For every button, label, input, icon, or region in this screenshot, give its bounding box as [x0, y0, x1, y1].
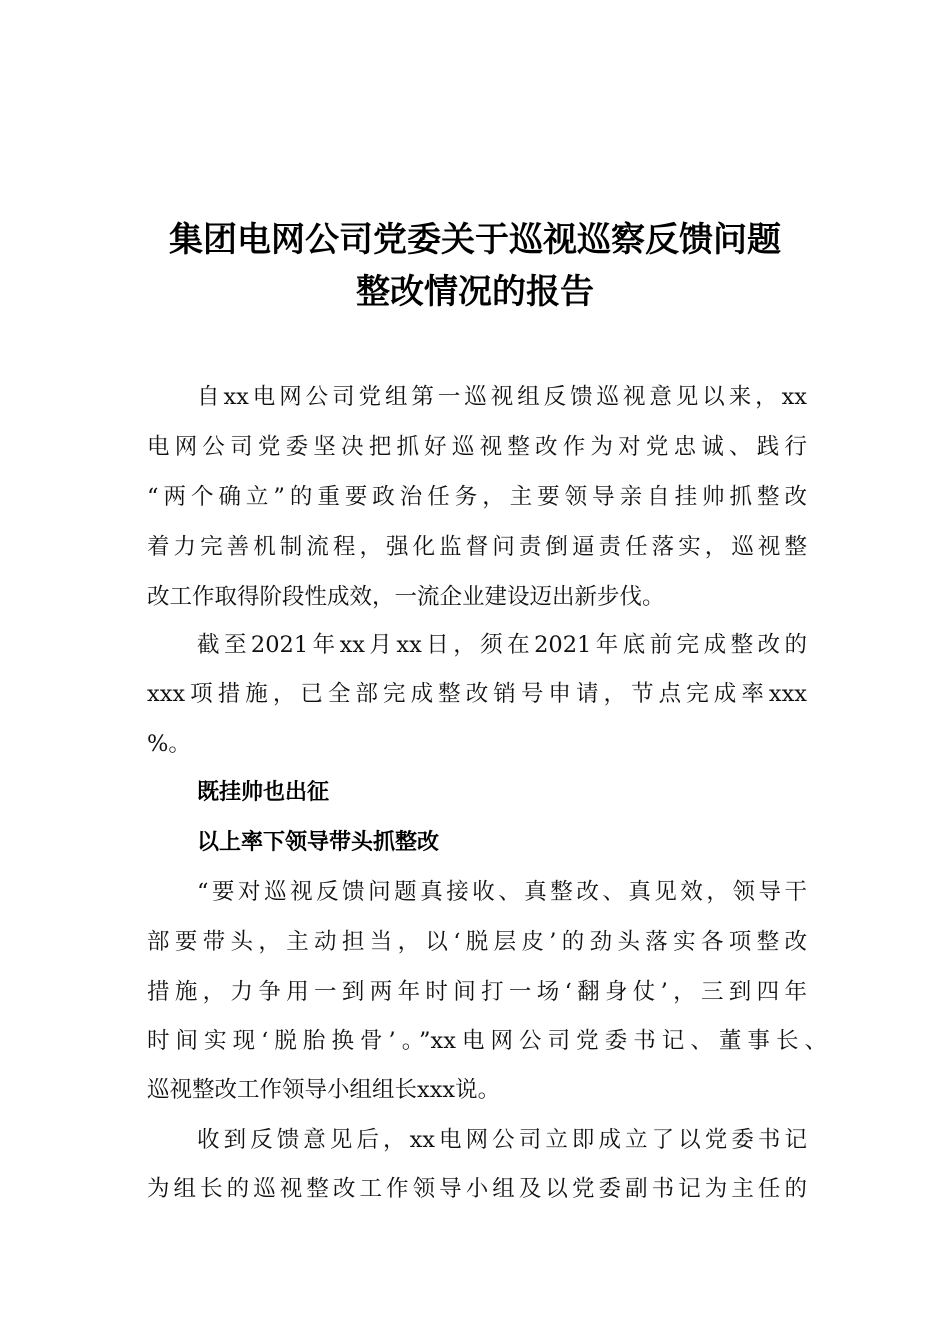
- paragraph-4-line-2: 为组长的巡视整改工作领导小组及以党委副书记为主任的: [147, 1176, 807, 1202]
- paragraph-1-line-1: 自xx电网公司党组第一巡视组反馈巡视意见以来，xx: [197, 384, 807, 410]
- paragraph-3-line-1: “要对巡视反馈问题真接收、真整改、真见效，领导干: [197, 879, 807, 905]
- paragraph-2-line-3: %。: [147, 731, 191, 757]
- paragraph-1-line-2: 电网公司党委坚决把抓好巡视整改作为对党忠诚、践行: [147, 434, 807, 460]
- paragraph-1-line-4: 着力完善机制流程，强化监督问责倒逼责任落实，巡视整: [147, 534, 807, 560]
- paragraph-3-line-2: 部要带头，主动担当，以‘脱层皮’的劲头落实各项整改: [147, 929, 807, 955]
- paragraph-1-line-3: “两个确立”的重要政治任务，主要领导亲自挂帅抓整改: [147, 484, 807, 510]
- paragraph-3-line-4: 时间实现‘脱胎换骨’。”xx电网公司党委书记、董事长、: [147, 1028, 827, 1054]
- paragraph-1-line-5: 改工作取得阶段性成效，一流企业建设迈出新步伐。: [147, 584, 665, 610]
- paragraph-4-line-1: 收到反馈意见后，xx电网公司立即成立了以党委书记: [197, 1127, 807, 1153]
- paragraph-3-line-5: 巡视整改工作领导小组组长xxx说。: [147, 1077, 501, 1103]
- section-heading-1: 既挂帅也出征: [197, 780, 330, 805]
- section-heading-2: 以上率下领导带头抓整改: [197, 830, 440, 855]
- paragraph-3-line-3: 措施，力争用一到两年时间打一场‘翻身仗’，三到四年: [147, 979, 807, 1005]
- document-title-line-2: 整改情况的报告: [356, 272, 594, 312]
- paragraph-2-line-2: xxx项措施，已全部完成整改销号申请，节点完成率xxx: [147, 681, 807, 707]
- paragraph-2-line-1: 截至2021年xx月xx日，须在2021年底前完成整改的: [197, 632, 807, 658]
- document-title-line-1: 集团电网公司党委关于巡视巡察反馈问题: [169, 220, 781, 260]
